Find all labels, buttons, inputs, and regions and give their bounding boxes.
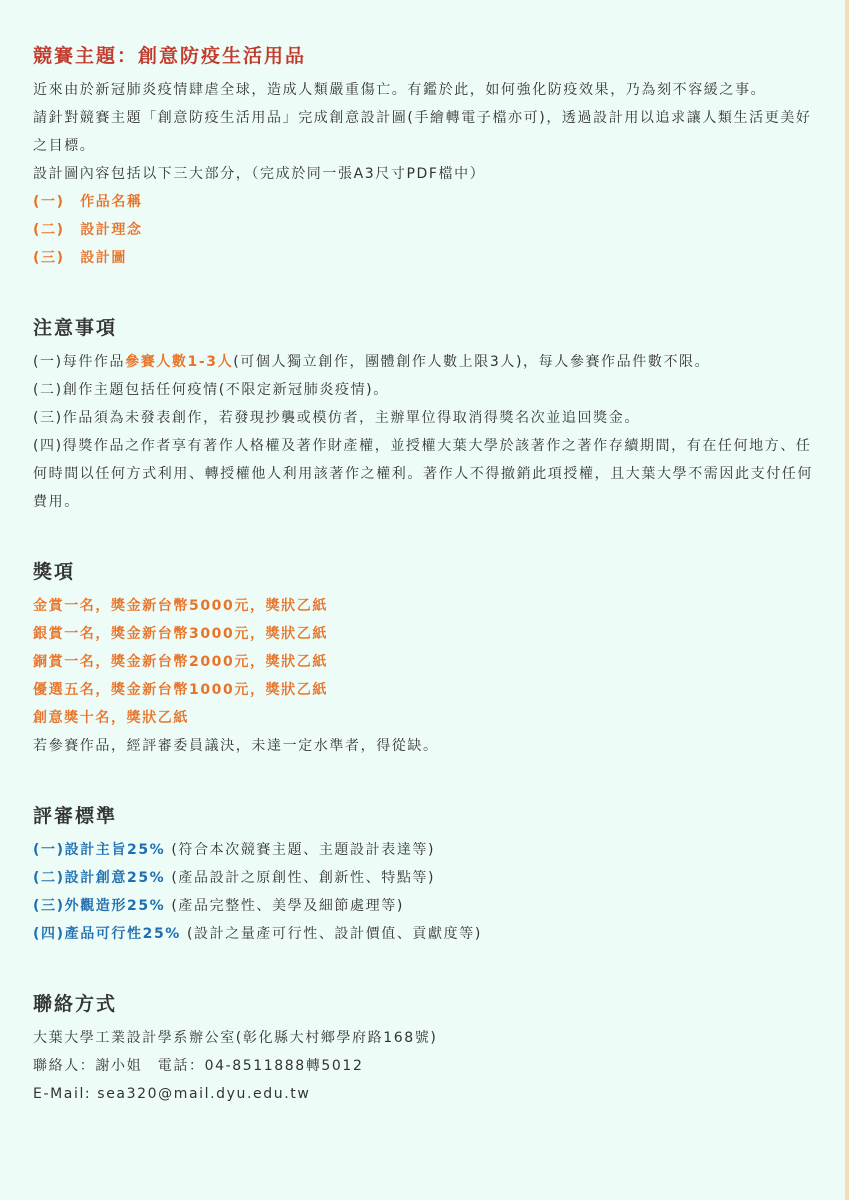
awards-section (33, 558, 818, 760)
notice-item-1-prefix: (一)每件作品 (33, 354, 126, 370)
notice-item-2: (二)創作主題包括任何疫情(不限定新冠肺炎疫情)。 (33, 382, 389, 398)
award-silver: 銀賞一名，獎金新台幣3000元，獎狀乙紙 (33, 626, 328, 642)
criteria-item-3 (33, 892, 818, 920)
criteria-item-4 (33, 920, 818, 948)
theme-paragraph-3: 設計圖內容包括以下三大部分，（完成於同一張A3尺寸PDF檔中） (33, 166, 486, 182)
theme-part-3: (三) 設計圖 (33, 250, 127, 266)
document-page (33, 42, 818, 1138)
criteria-title: 評審標準 (33, 805, 118, 827)
criteria-item-2-label: (二)設計創意25% (33, 870, 166, 886)
award-bronze: 銅賞一名，獎金新台幣2000元，獎狀乙紙 (33, 654, 328, 670)
notice-title: 注意事項 (33, 317, 118, 339)
criteria-item-1 (33, 836, 818, 864)
theme-part-1: (一) 作品名稱 (33, 194, 143, 210)
theme-part-2: (二) 設計理念 (33, 222, 143, 238)
criteria-item-3-desc: (產品完整性、美學及細節處理等) (165, 898, 404, 914)
contact-office: 大葉大學工業設計學系辦公室(彰化縣大村鄉學府路168號) (33, 1030, 438, 1046)
theme-section (33, 42, 818, 272)
theme-title: 競賽主題：創意防疫生活用品 (33, 45, 307, 67)
criteria-item-2 (33, 864, 818, 892)
contact-section (33, 990, 818, 1108)
criteria-item-4-desc: (設計之量產可行性、設計價值、貢獻度等) (180, 926, 482, 942)
award-creative: 創意獎十名，獎狀乙紙 (33, 710, 189, 726)
contact-email: E-Mail: sea320@mail.dyu.edu.tw (33, 1086, 311, 1102)
award-merit: 優選五名，獎金新台幣1000元，獎狀乙紙 (33, 682, 328, 698)
criteria-item-4-label: (四)產品可行性25% (33, 926, 181, 942)
awards-footnote: 若參賽作品，經評審委員議決，未達一定水準者，得從缺。 (33, 738, 439, 754)
notice-item-1 (33, 348, 818, 376)
theme-paragraph-2: 請針對競賽主題「創意防疫生活用品」完成創意設計圖(手繪轉電子檔亦可)，透過設計用以追求讓人類生活更美好之目標。 (33, 110, 812, 154)
criteria-section (33, 802, 818, 948)
notice-section (33, 314, 818, 516)
criteria-item-2-desc: (產品設計之原創性、創新性、特點等) (165, 870, 436, 886)
awards-title: 獎項 (33, 561, 76, 583)
theme-paragraph-1: 近來由於新冠肺炎疫情肆虐全球，造成人類嚴重傷亡。有鑑於此，如何強化防疫效果，乃為刻不容緩之事。 (33, 82, 767, 98)
notice-item-4: (四)得獎作品之作者享有著作人格權及著作財產權，並授權大葉大學於該著作之著作存續期間，有在任何地方、任何時間以任何方式利用、轉授權他人利用該著作之權利。著作人不得撤銷此項授權，且大葉大學不需因此支付任何費用。 (33, 438, 813, 510)
award-gold: 金賞一名，獎金新台幣5000元，獎狀乙紙 (33, 598, 328, 614)
notice-item-3: (三)作品須為未發表創作，若發現抄襲或模仿者，主辦單位得取消得獎名次並追回獎金。 (33, 410, 640, 426)
contact-person-phone: 聯絡人：謝小姐 電話：04-8511888轉5012 (33, 1058, 364, 1074)
criteria-item-1-desc: (符合本次競賽主題、主題設計表達等) (165, 842, 436, 858)
right-edge-rule (845, 0, 849, 1200)
criteria-item-1-label: (一)設計主旨25% (33, 842, 166, 858)
contact-title: 聯絡方式 (33, 993, 118, 1015)
criteria-item-3-label: (三)外觀造形25% (33, 898, 166, 914)
notice-item-1-highlight: 參賽人數1-3人 (125, 354, 234, 370)
notice-item-1-suffix: (可個人獨立創作，團體創作人數上限3人)，每人參賽作品件數不限。 (233, 354, 711, 370)
